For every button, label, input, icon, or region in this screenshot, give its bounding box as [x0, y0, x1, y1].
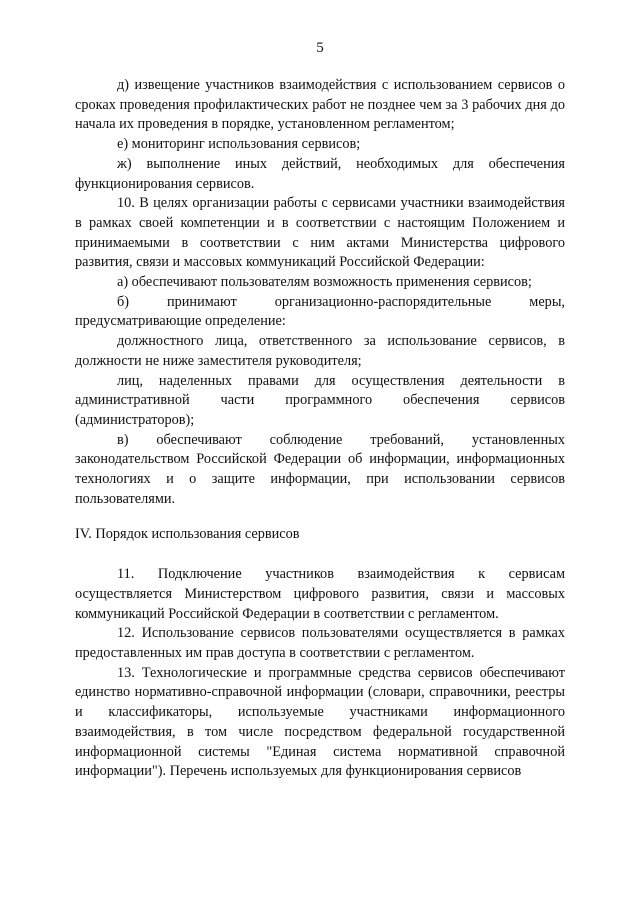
paragraph-10-b: б) принимают организационно-распорядительные меры, предусматривающие определение:	[75, 293, 565, 330]
paragraph-official: должностного лица, ответственного за использование сервисов, в должности не ниже заместителя руководителя;	[75, 333, 565, 369]
paragraph-11: 11. Подключение участников взаимодействия к сервисам осуществляется Министерством цифрового развития, связи и массовых коммуникаций Российской Федерации в соответствии с регламентом.	[75, 566, 565, 622]
paragraph-administrators: лиц, наделенных правами для осуществления деятельности в административной части программного обеспечения сервисов (администраторов);	[75, 372, 565, 428]
paragraph-zh: ж) выполнение иных действий, необходимых для обеспечения функционирования сервисов.	[75, 155, 565, 192]
section-heading: IV. Порядок использования сервисов	[75, 526, 300, 543]
paragraph-e: е) мониторинг использования сервисов;	[117, 136, 361, 153]
paragraph-12: 12. Использование сервисов пользователями осуществляется в рамках предоставленных им прав доступа в соответствии с регламентом.	[75, 625, 565, 661]
paragraph-10: 10. В целях организации работы с сервисами участники взаимодействия в рамках своей компетенции и в соответствии с настоящим Положением и принимаемыми в соответствии с ним актами Министерства цифрового развития, связи и массовых коммуникаций Российской Федерации:	[75, 195, 565, 271]
document-body	[75, 76, 565, 782]
page-number: 5	[316, 40, 324, 56]
paragraph-10-v: в) обеспечивают соблюдение требований, установленных законодательством Российской Федерации об информации, информационных технологиях и о защите информации, при использовании сервисов пользователями.	[75, 431, 565, 507]
paragraph-10-a: а) обеспечивают пользователям возможность применения сервисов;	[117, 274, 532, 291]
paragraph-13: 13. Технологические и программные средства сервисов обеспечивают единство нормативно-справочной информации (словари, справочники, реестры и классификаторы, используемые участниками информационного взаимодействия, в том числе посредством федеральной государственной информационной системы "Единая система нормативной справочной информации"). Перечень используемых для функционирования сервисов	[75, 664, 565, 780]
paragraph-d: д) извещение участников взаимодействия с использованием сервисов о сроках проведения профилактических работ не позднее чем за 3 рабочих дня до начала их проведения в порядке, установленном регламентом;	[75, 77, 565, 133]
